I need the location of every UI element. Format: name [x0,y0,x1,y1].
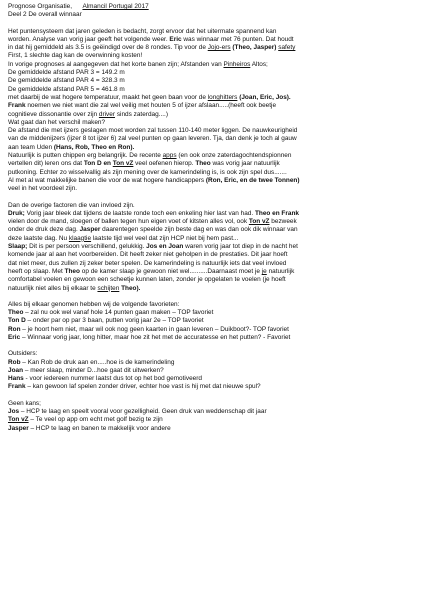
par5-distance: De gemiddelde afstand PAR 5 = 461.8 m [8,85,125,93]
intro-line-1: Het puntensysteem dat jaren geleden is bedacht, zorgt ervoor dat het uitermate spannend kan [8,27,277,35]
slaap-line-3: dat niet meer, dus zullen zij zeker beter spelen. De kamerindeling is natuurlijk iets dat veel invloed [8,259,287,267]
geen-kans-item: Ton vZ – Te veel op app om echt met golf bezig te zijn [8,416,163,424]
druk-line-3: onder de druk deze dag. Jasper daarentegen speelde zijn beste dag en was dan ook dik winnaar van [8,226,298,234]
intro-line-2: worden. Analyse van vorig jaar geeft het volgende weer. Eric was winnaar met 76 punten. Dat houdt [8,35,294,43]
par3-distance: De gemiddelde afstand PAR 3 = 149.2 m [8,69,125,77]
banen-line-1: In vorige prognoses al aangegeven dat het korte banen zijn; Afstanden van Pinheiros Altos; [8,60,268,68]
druk-line-2: vielen door de mand, sloegen of ballen tegen hun eigen voet of kitsten alles vol, ook Ton vZ bezweek [8,218,297,226]
intro-line-4: First, 1 slechte dag kan de overwinning kosten! [8,52,143,60]
verschil-line-5: vertellen dit) leren ons dat Ton D en Ton vZ veel oefenen hierop. Theo was vorig jaar natuurlijk [8,160,280,168]
par4-distance: De gemiddelde afstand PAR 4 = 328.3 m [8,77,125,85]
favoriet-item: Ron – je hoort hem niet, maar wil ook nog geen kaarten in gaan leveren – Duikboot?- TOP favoriet [8,325,289,333]
geen-kans-item: Jasper – HCP te laag en banen te makkelijk voor andere [8,424,171,432]
outsider-item: Hans - voor iedereen nummer laatst dus tot op het bod gemotiveerd [8,375,202,383]
document-subtitle: Deel 2 De overall winnaar [8,11,82,19]
verschil-line-3: aan team Uden (Hans, Rob, Theo en Ron). [8,143,135,151]
banen-line-7: cognitieve dissonantie over zijn driver sinds zaterdag....) [8,110,168,118]
geen-kans-item: Jos – HCP te laag en speelt vooral voor gezelligheid. Geen druk van weddenschap dit jaar [8,408,267,416]
druk-line-4: deze laatste dag. Nu klaagtie laatste tijd wel veel dat zijn HCP niet bij hem past... [8,234,239,242]
banen-line-6: Frank noemen we niet want die zal wel veilig met houten 5 of ijzer afslaan.....(heeft ook beetje [8,102,277,110]
factoren-intro: Dan de overige factoren die van invloed zijn. [8,201,135,209]
favoriet-item: Ton D – onder par op par 3 baan, putten vorig jaar 2e – TOP favoriet [8,317,204,325]
verschil-line-4: Natuurlijk is putten chippen erg belangrijk. De recente apps (en ook onze zaterdagochtendspionnen [8,152,292,160]
banen-line-5: met daarbij de wat hogere temperatuur, maakt het geen baan voor de longhitters (Joan, Eric, Jos). [8,93,291,101]
organisation-label: Prognose Organisatie, [8,3,73,10]
slaap-line-1: Slaap; Dit is per persoon verschillend, gelukkig. Jos en Joan waren vorig jaar tot diep in de nacht het [8,243,298,251]
verschil-line-7: Al met al wat makkelijke banen die voor de wat hogere handicappers (Ron, Eric, en de twee Tonnen) [8,176,300,184]
verschil-line-6: putkoning. Echter zo wisselvallig als zijn mening over de kamerindeling is, is ook zijn spel dus....... [8,168,287,176]
verschil-line-2: van de middenijzers (ijzer 8 tot ijzer 6) zal veel punten op gaan leveren. Tja, dan denk je toch al gauw [8,135,297,143]
event-title: Almancil Portugal 2017 [82,3,149,10]
slaap-line-6: natuurlijk niet alles bij elkaar te schijten Theo). [8,284,141,292]
verschil-line-8: veel in het voordeel zijn. [8,185,78,193]
outsider-item: Frank – kan gewoon laf spelen zonder driver, echter hoe vast is hij met dat nieuwe spul? [8,383,261,391]
slaap-line-5: comfortabel voelen en gewoon een scheetje kunnen laten, zonder je opgelaten te voelen (je hoeft [8,276,286,284]
header-line [8,3,420,11]
druk-line-1: Druk; Vorig jaar bleek dat tijdens de laatste ronde toch een enkeling hier last van had. Theo en Frank [8,209,299,217]
favoriet-item: Theo – zal nu ook wel vanaf hole 14 punten gaan maken – TOP favoriet [8,309,214,317]
outsider-item: Rob – Kan Rob de druk aan en.....hoe is de kamerindeling [8,358,175,366]
outsiders-heading: Outsiders: [8,350,38,358]
slaap-line-4: heeft op slaap. Met Theo op de kamer slaap je gewoon niet wel..........Daarnaast moet je je natuurlijk [8,267,295,275]
favorieten-intro: Alles bij elkaar genomen hebben wij de volgende favorieten: [8,300,180,308]
verschil-line-1: De afstand die met ijzers geslagen moet worden zal tussen 110-140 meter liggen. De nauwkeurigheid [8,127,298,135]
slaap-line-2: komende jaar al aan het voorbereiden. Dit heeft zeker niet geholpen in de prestaties. Dit jaar hoeft [8,251,288,259]
intro-line-3: in dat hij gemiddeld als 3.5 is geëindigd over de 8 rondes. Tip voor de Jojo-ers (Theo, Jasper) safety [8,44,296,52]
favoriet-item: Eric – Winnaar vorig jaar, long hitter, maar hoe zit het met de accuratesse en het putten? - Favoriet [8,333,291,341]
outsider-item: Joan – meer slaap, minder D...hoe gaat dit uitwerken? [8,366,164,374]
verschil-question: Wat gaat dan het verschil maken? [8,118,106,126]
geen-kans-heading: Geen kans; [8,399,41,407]
